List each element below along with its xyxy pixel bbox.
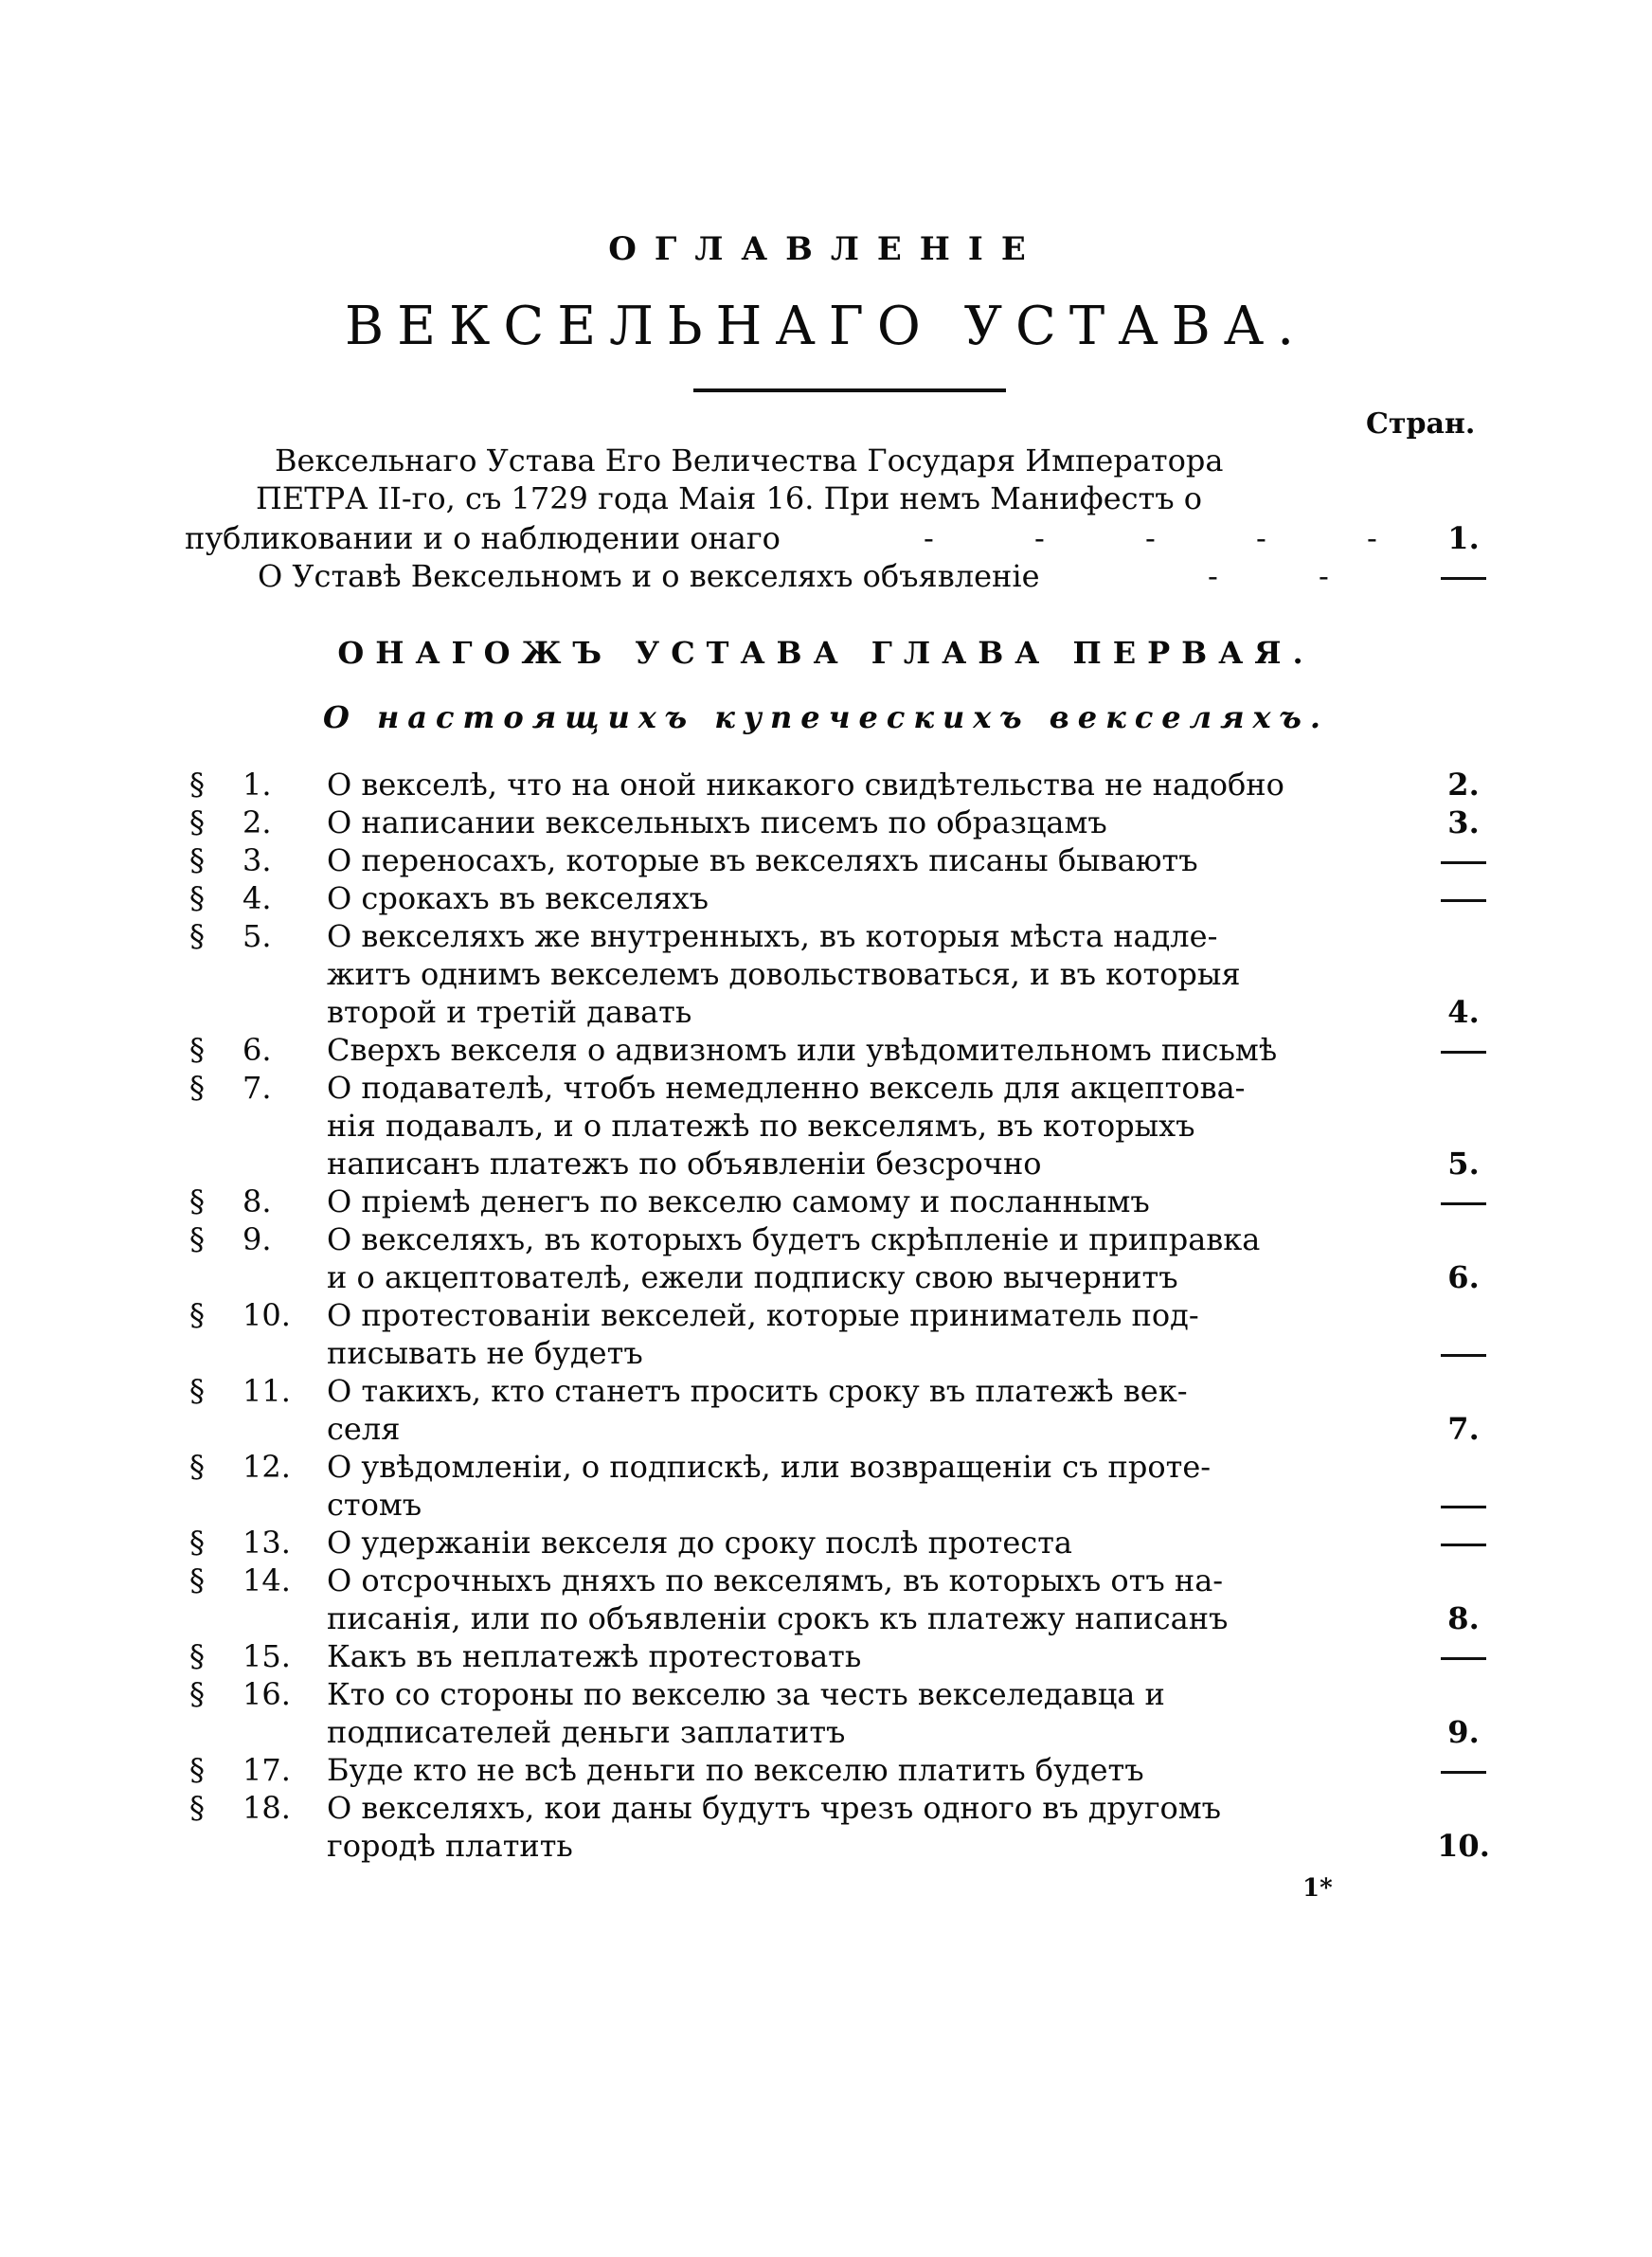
section-number (189, 1373, 313, 1409)
section-sign: § (189, 842, 205, 878)
ditto-dash (1426, 1186, 1501, 1217)
section-num: 1. (242, 767, 272, 803)
ditto-dash (1426, 1641, 1501, 1671)
section-number (189, 1032, 313, 1068)
entry-text: О увѣдомленіи, о подпискѣ, или возвращеніи съ проте- (327, 1449, 1212, 1485)
entry-text: второй и третій давать (327, 994, 692, 1030)
entry-text: городѣ платить (327, 1828, 573, 1864)
section-number (189, 1221, 313, 1257)
section-num: 4. (242, 880, 272, 916)
dash-mark (1441, 1202, 1486, 1205)
document-title: ВЕКСЕЛЬНАГО УСТАВА. (344, 296, 1308, 357)
entry-text: О такихъ, кто станетъ просить сроку въ платежѣ век- (327, 1373, 1188, 1409)
entry-text: О векселѣ, что на оной никакого свидѣтельства не надобно (327, 767, 1284, 803)
section-sign: § (189, 1562, 205, 1598)
entry-text: О протестованіи векселей, которые приниматель под- (327, 1297, 1199, 1333)
leader-dots: - - - - - (924, 520, 1423, 556)
section-num: 16. (242, 1676, 291, 1712)
section-num: 3. (242, 842, 272, 878)
entry-text: написанъ платежъ по объявленіи безсрочно (327, 1146, 1042, 1182)
ditto-dash (1426, 1755, 1501, 1785)
section-sign: § (189, 1752, 205, 1788)
section-number (189, 1525, 313, 1561)
ditto-dash (1426, 1490, 1501, 1520)
entry-text: Кто со стороны по векселю за честь векселедавца и (327, 1676, 1165, 1712)
page-number: 5. (1447, 1146, 1480, 1182)
section-number (189, 1638, 313, 1674)
entry-text: Буде кто не всѣ деньги по векселю платить будетъ (327, 1752, 1144, 1788)
entry-text: О векселяхъ, въ которыхъ будетъ скрѣпленіе и приправка (327, 1221, 1261, 1257)
section-sign: § (189, 918, 205, 954)
page-number: 10. (1437, 1828, 1490, 1864)
section-number (189, 804, 313, 840)
section-number (189, 1297, 313, 1333)
section-num: 10. (242, 1297, 291, 1333)
dash-mark (1441, 1506, 1486, 1508)
dash-mark (1441, 899, 1486, 902)
section-num: 18. (242, 1790, 291, 1826)
dash-mark (1441, 1657, 1486, 1660)
entry-text: житъ однимъ векселемъ довольствоваться, и въ которыя (327, 956, 1241, 992)
entry-text: стомъ (327, 1487, 422, 1523)
section-sign: § (189, 880, 205, 916)
section-num: 5. (242, 918, 272, 954)
section-sign: § (189, 1638, 205, 1674)
chapter-heading: ОНАГОЖЪ УСТАВА ГЛАВА ПЕРВАЯ. (337, 635, 1315, 671)
entry-text: О срокахъ въ векселяхъ (327, 880, 709, 916)
page-column-label: Стран. (1366, 407, 1476, 441)
section-num: 6. (242, 1032, 272, 1068)
entry-text: О подавателѣ, чтобъ немедленно вексель для акцептова- (327, 1070, 1246, 1106)
intro-line-2: ПЕТРА II-го, съ 1729 года Маія 16. При немъ Манифестъ о (256, 480, 1203, 516)
section-sign: § (189, 1070, 205, 1106)
entry-text: подписателей деньги заплатитъ (327, 1714, 846, 1750)
section-sign: § (189, 1183, 205, 1219)
entry-text: О векселяхъ, кои даны будутъ чрезъ одного въ другомъ (327, 1790, 1222, 1826)
section-num: 7. (242, 1070, 272, 1106)
section-number (189, 1183, 313, 1219)
section-number (189, 1752, 313, 1788)
dash-mark (1441, 1771, 1486, 1774)
section-sign: § (189, 1297, 205, 1333)
section-number (189, 880, 313, 916)
entry-text: О переносахъ, которые въ векселяхъ писаны бываютъ (327, 842, 1198, 878)
leader-dots: - - (1208, 558, 1374, 594)
ditto-dash (1426, 561, 1501, 591)
section-number (189, 842, 313, 878)
chapter-subheading: О настоящихъ купеческихъ векселяхъ. (322, 699, 1330, 735)
entry-text: О пріемѣ денегъ по векселю самому и посланнымъ (327, 1183, 1150, 1219)
dash-mark (1441, 1544, 1486, 1546)
section-num: 12. (242, 1449, 291, 1485)
title-rule (693, 388, 1006, 392)
entry-text: писывать не будетъ (327, 1335, 643, 1371)
ditto-dash (1426, 845, 1501, 876)
intro-line-4: О Уставѣ Вексельномъ и о векселяхъ объявленіе (258, 558, 1040, 594)
ditto-dash (1426, 1338, 1501, 1368)
section-num: 2. (242, 804, 272, 840)
entry-text: О удержаніи векселя до сроку послѣ протеста (327, 1525, 1072, 1561)
entry-text: нія подавалъ, и о платежѣ по векселямъ, въ которыхъ (327, 1108, 1195, 1144)
entry-text: О отсрочныхъ дняхъ по векселямъ, въ которыхъ отъ на- (327, 1562, 1224, 1598)
section-num: 9. (242, 1221, 272, 1257)
toc-title: ОГЛАВЛЕНІЕ (608, 230, 1044, 268)
dash-mark (1441, 861, 1486, 864)
dash-mark (1441, 1051, 1486, 1054)
section-sign: § (189, 1032, 205, 1068)
entry-text: селя (327, 1411, 401, 1447)
section-sign: § (189, 1525, 205, 1561)
section-num: 11. (242, 1373, 291, 1409)
signature-mark: 1* (1302, 1874, 1333, 1903)
ditto-dash (1426, 883, 1501, 913)
section-num: 8. (242, 1183, 272, 1219)
entry-text: О написании вексельныхъ писемъ по образцамъ (327, 804, 1107, 840)
section-number (189, 1562, 313, 1598)
section-num: 14. (242, 1562, 291, 1598)
section-number (189, 1676, 313, 1712)
dash-mark (1441, 1354, 1486, 1357)
section-sign: § (189, 1676, 205, 1712)
section-number (189, 767, 313, 803)
section-number (189, 1790, 313, 1826)
section-sign: § (189, 804, 205, 840)
intro-page-1: 1. (1447, 520, 1480, 556)
entry-text: О векселяхъ же внутренныхъ, въ которыя мѣста надле- (327, 918, 1218, 954)
page-number: 3. (1447, 804, 1480, 840)
section-sign: § (189, 1790, 205, 1826)
section-number (189, 1449, 313, 1485)
entry-text: писанія, или по объявленіи срокъ къ платежу написанъ (327, 1600, 1229, 1636)
page-number: 6. (1447, 1259, 1480, 1295)
page-number: 4. (1447, 994, 1480, 1030)
intro-line-1: Вексельнаго Устава Его Величества Государя Императора (275, 442, 1224, 478)
ditto-dash (1426, 1527, 1501, 1558)
section-number (189, 1070, 313, 1106)
section-num: 17. (242, 1752, 291, 1788)
ditto-dash (1426, 1035, 1501, 1065)
section-num: 13. (242, 1525, 291, 1561)
intro-line-3: публиковании и о наблюдении онаго (185, 520, 781, 556)
section-sign: § (189, 1221, 205, 1257)
page-number: 9. (1447, 1714, 1480, 1750)
page-number: 7. (1447, 1411, 1480, 1447)
entry-text: Какъ въ неплатежѣ протестовать (327, 1638, 862, 1674)
entry-text: и о акцептователѣ, ежели подписку свою вычернитъ (327, 1259, 1178, 1295)
section-sign: § (189, 1373, 205, 1409)
entry-text: Сверхъ векселя о адвизномъ или увѣдомительномъ письмѣ (327, 1032, 1278, 1068)
page-number: 8. (1447, 1600, 1480, 1636)
section-num: 15. (242, 1638, 291, 1674)
section-number (189, 918, 313, 954)
section-sign: § (189, 1449, 205, 1485)
page-number: 2. (1447, 767, 1480, 803)
section-sign: § (189, 767, 205, 803)
